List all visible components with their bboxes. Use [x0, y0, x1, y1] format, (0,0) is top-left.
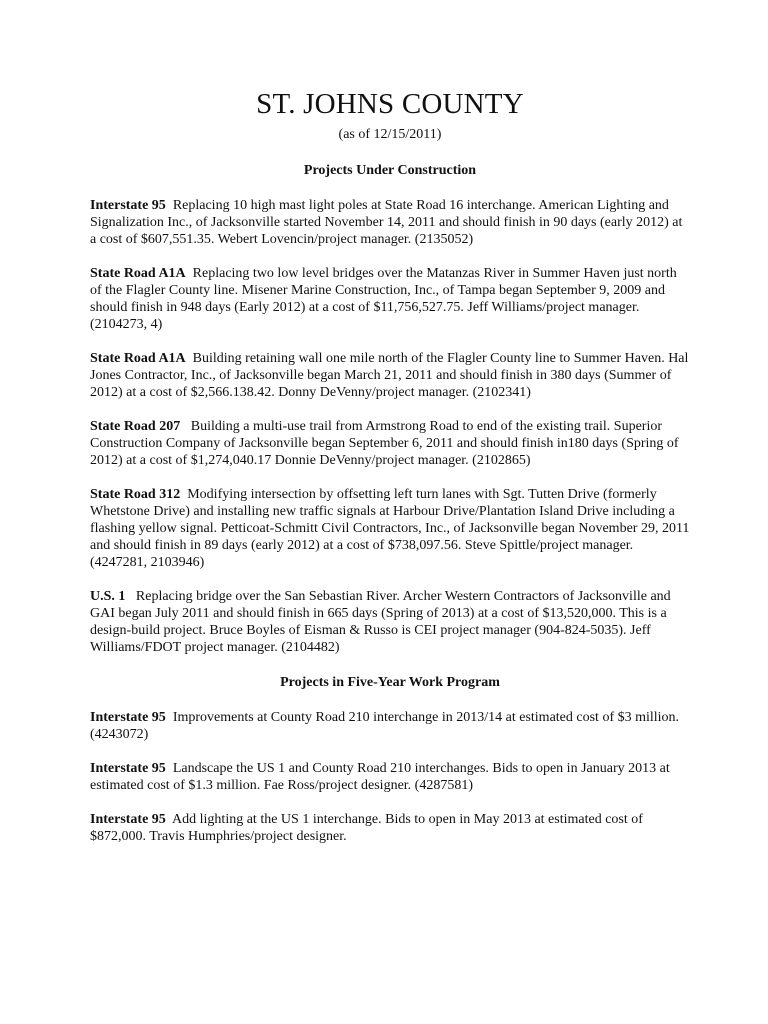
project-entry: [90, 197, 690, 248]
project-description: Add lighting at the US 1 interchange. Bids to open in May 2013 at estimated cost of $872,000. Travis Humphries/project designer.: [90, 812, 643, 844]
project-description: Replacing bridge over the San Sebastian River. Archer Western Contractors of Jacksonville and GAI began July 2011 and should finish in 665 days (Spring of 2013) at a cost of $13,520,000. This is a design-build project. Bruce Boyles of Eisman & Russo is CEI project manager (904-824-5035). Jeff Williams/FDOT project manager. (2104482): [90, 589, 671, 655]
project-description: Improvements at County Road 210 interchange in 2013/14 at estimated cost of $3 million. (4243072): [90, 710, 680, 742]
road-name: Interstate 95: [90, 710, 166, 725]
road-name: State Road 312: [90, 487, 181, 502]
project-entry: [90, 418, 690, 469]
project-entry: [90, 709, 690, 743]
road-name: State Road A1A: [90, 351, 186, 366]
project-entry: [90, 811, 690, 845]
road-name: Interstate 95: [90, 761, 166, 776]
document-title: ST. JOHNS COUNTY: [256, 88, 524, 120]
as-of-date: (as of 12/15/2011): [338, 127, 442, 142]
road-name: U.S. 1: [90, 589, 126, 604]
road-name: Interstate 95: [90, 198, 166, 213]
project-entry: [90, 350, 690, 401]
project-description: Replacing 10 high mast light poles at State Road 16 interchange. American Lighting and Signalization Inc., of Jacksonville started November 14, 2011 and should finish in 90 days (early 2012) at a cost of $607,551.35. Webert Lovencin/project manager. (2135052): [90, 198, 683, 247]
road-name: Interstate 95: [90, 812, 166, 827]
document-page: [90, 86, 690, 845]
project-description: Replacing two low level bridges over the Matanzas River in Summer Haven just north of the Flagler County line. Misener Marine Construction, Inc., of Tampa began September 9, 2009 and should finish in 948 days (Early 2012) at a cost of $11,756,527.75. Jeff Williams/project manager. (2104273, 4): [90, 266, 677, 332]
project-description: Building a multi-use trail from Armstrong Road to end of the existing trail. Superior Construction Company of Jacksonville began September 6, 2011 and should finish in180 days (Spring of 2012) at a cost of $1,274,040.17 Donnie DeVenny/project manager. (2102865): [90, 419, 679, 468]
section-heading-under-construction: Projects Under Construction: [303, 163, 477, 178]
project-entry: [90, 486, 690, 571]
project-description: Building retaining wall one mile north of the Flagler County line to Summer Haven. Hal Jones Contractor, Inc., of Jacksonville began March 21, 2011 and should finish in 380 days (Summer of 2012) at a cost of $2,566.138.42. Donny DeVenny/project manager. (2102341): [90, 351, 689, 400]
road-name: State Road A1A: [90, 266, 186, 281]
project-description: Landscape the US 1 and County Road 210 interchanges. Bids to open in January 2013 at estimated cost of $1.3 million. Fae Ross/project designer. (4287581): [90, 761, 670, 793]
road-name: State Road 207: [90, 419, 181, 434]
project-entry: [90, 265, 690, 333]
project-entry: [90, 760, 690, 794]
project-entry: [90, 588, 690, 656]
project-description: Modifying intersection by offsetting left turn lanes with Sgt. Tutten Drive (formerly Whetstone Drive) and installing new traffic signals at Harbour Drive/Plantation Island Drive including a flashing yellow signal. Petticoat-Schmitt Civil Contractors, Inc., of Jacksonville began November 29, 2011 and should finish in 89 days (early 2012) at a cost of $738,097.56. Steve Spittle/project manager. (4247281, 2103946): [90, 487, 690, 570]
section-heading-five-year: Projects in Five-Year Work Program: [280, 675, 500, 690]
